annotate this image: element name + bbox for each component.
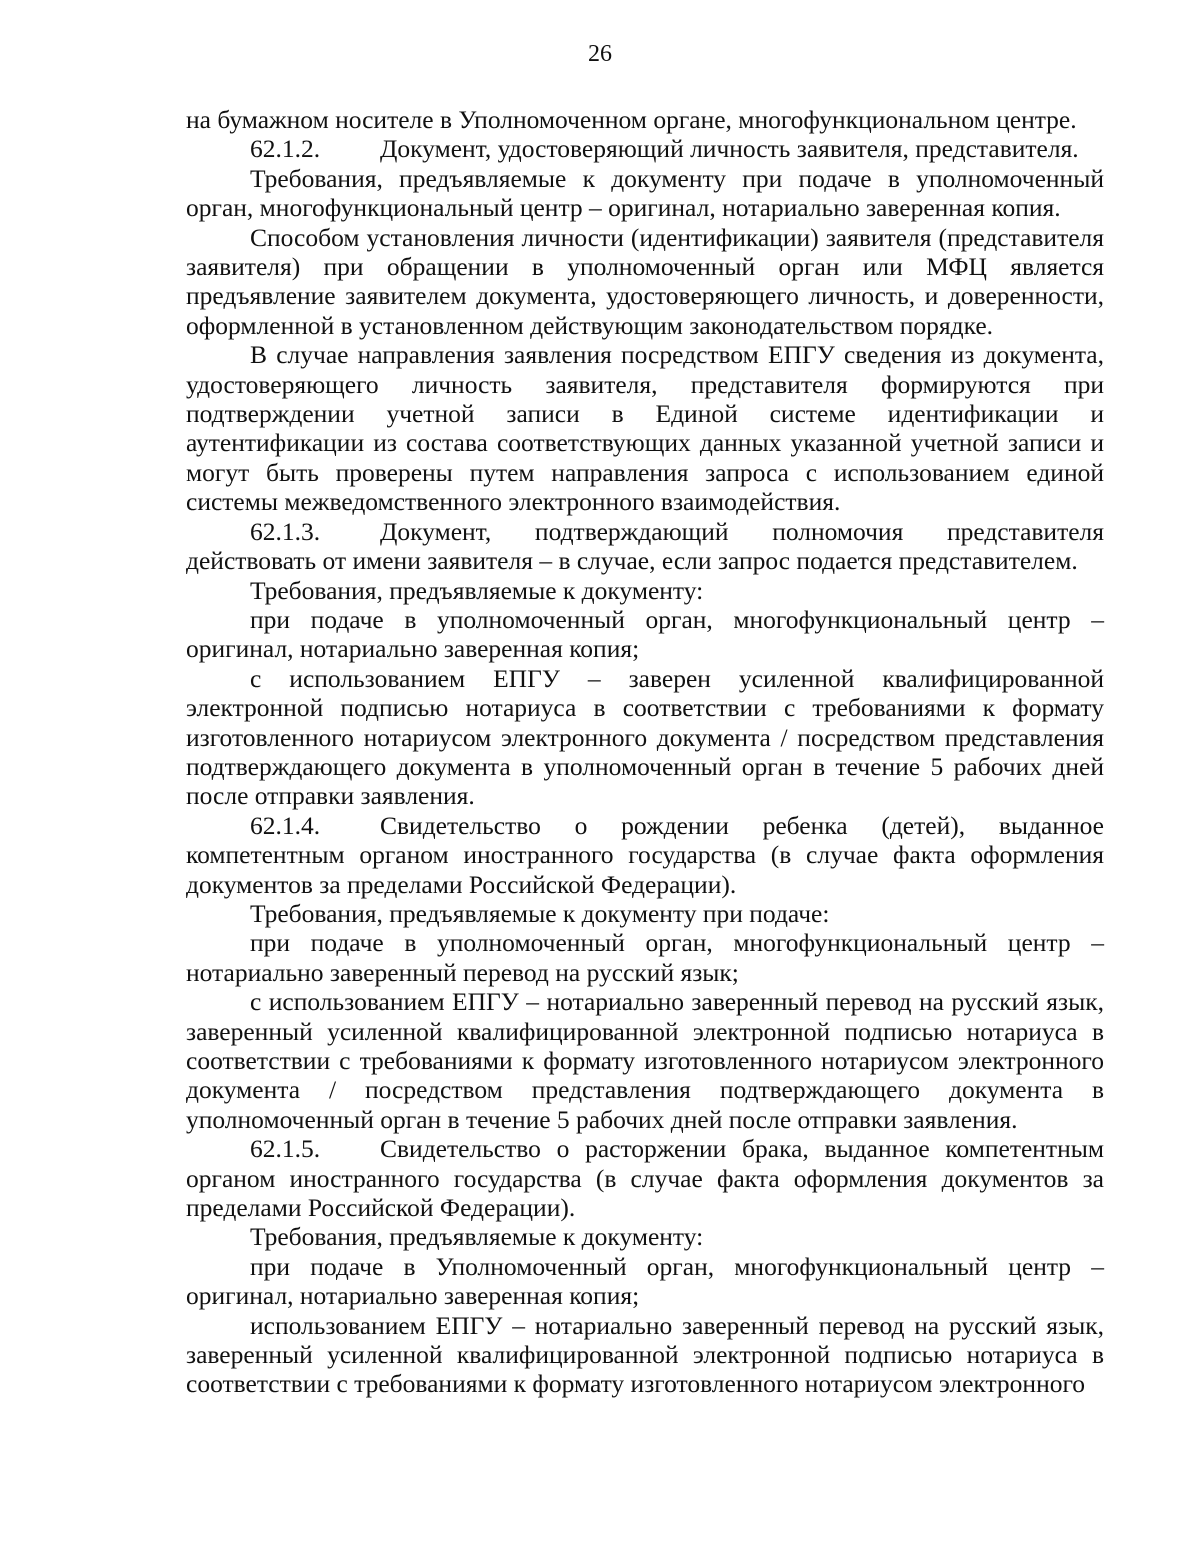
document-body	[186, 105, 1104, 1399]
paragraph	[186, 576, 1104, 605]
numbered-paragraph	[186, 1134, 1104, 1222]
paragraph-text: Способом установления личности (идентификации) заявителя (представителя заявителя) при обращении в уполномоченный орган или МФЦ является предъявление заявителем документа, удостоверяющего личность, и доверенности, оформленной в установленном действующим законодательством порядке.	[186, 222, 1104, 340]
numbered-paragraph	[186, 811, 1104, 899]
paragraph-text: Свидетельство о расторжении брака, выданное компетентным органом иностранного государства (в случае факта оформления документов за пределами Российской Федерации).	[186, 1134, 1104, 1223]
paragraph-text: В случае направления заявления посредством ЕПГУ сведения из документа, удостоверяющего личность заявителя, представителя формируются при подтверждении учетной записи в Единой системе идентификации и аутентификации из состава соответствующих данных указанной учетной записи и могут быть проверены путем направления запроса с использованием единой системы межведомственного электронного взаимодействия.	[186, 340, 1104, 517]
paragraph-number: 62.1.4.	[250, 810, 321, 840]
paragraph-text: использованием ЕПГУ – нотариально заверенный перевод на русский язык, заверенный усиленной квалифицированной электронной подписью нотариуса в соответствии с требованиями к формату изготовленного нотариусом электронного	[186, 1310, 1104, 1399]
paragraph	[186, 1222, 1104, 1251]
paragraph	[186, 1252, 1104, 1311]
paragraph-text: Требования, предъявляемые к документу:	[250, 1222, 704, 1252]
numbered-paragraph	[186, 517, 1104, 576]
paragraph	[186, 987, 1104, 1134]
paragraph	[186, 928, 1104, 987]
paragraph-text: при подаче в Уполномоченный орган, многофункциональный центр – оригинал, нотариально заверенная копия;	[186, 1251, 1104, 1311]
paragraph	[186, 605, 1104, 664]
paragraph-text: при подаче в уполномоченный орган, многофункциональный центр – нотариально заверенный перевод на русский язык;	[186, 928, 1104, 987]
paragraph	[186, 1311, 1104, 1399]
paragraph-text: на бумажном носителе в Уполномоченном органе, многофункциональном центре.	[186, 105, 1077, 134]
paragraph	[186, 899, 1104, 928]
paragraph-text: Требования, предъявляемые к документу при подаче:	[250, 898, 830, 928]
paragraph-text: при подаче в уполномоченный орган, многофункциональный центр – оригинал, нотариально заверенная копия;	[186, 604, 1104, 664]
paragraph-text: Свидетельство о рождении ребенка (детей), выданное компетентным органом иностранного государства (в случае факта оформления документов за пределами Российской Федерации).	[186, 810, 1104, 899]
paragraph-text: Документ, удостоверяющий личность заявителя, представителя.	[380, 134, 1079, 164]
paragraph-text: Документ, подтверждающий полномочия представителя действовать от имени заявителя – в случае, если запрос подается представителем.	[186, 516, 1104, 576]
paragraph-number: 62.1.2.	[250, 134, 321, 164]
paragraph-number: 62.1.3.	[250, 516, 321, 546]
paragraph	[186, 223, 1104, 341]
paragraph-number: 62.1.5.	[250, 1134, 321, 1164]
paragraph	[186, 105, 1104, 134]
paragraph-text: Требования, предъявляемые к документу:	[250, 575, 704, 605]
paragraph-text: с использованием ЕПГУ – заверен усиленной квалифицированной электронной подписью нотариуса в соответствии с требованиями к формату изготовленного нотариусом электронного документа / посредством представления подтверждающего документа в уполномоченный орган в течение 5 рабочих дней после отправки заявления.	[186, 663, 1104, 811]
paragraph	[186, 664, 1104, 811]
paragraph-text: с использованием ЕПГУ – нотариально заверенный перевод на русский язык, заверенный усиленной квалифицированной электронной подписью нотариуса в соответствии с требованиями к формату изготовленного нотариусом электронного документа / посредством представления подтверждающего документа в уполномоченный орган в течение 5 рабочих дней после отправки заявления.	[186, 987, 1104, 1134]
paragraph	[186, 164, 1104, 223]
paragraph-text: Требования, предъявляемые к документу при подаче в уполномоченный орган, многофункциональный центр – оригинал, нотариально заверенная копия.	[186, 163, 1104, 223]
page-number: 26	[588, 41, 612, 67]
paragraph	[186, 340, 1104, 516]
numbered-paragraph	[186, 134, 1104, 163]
